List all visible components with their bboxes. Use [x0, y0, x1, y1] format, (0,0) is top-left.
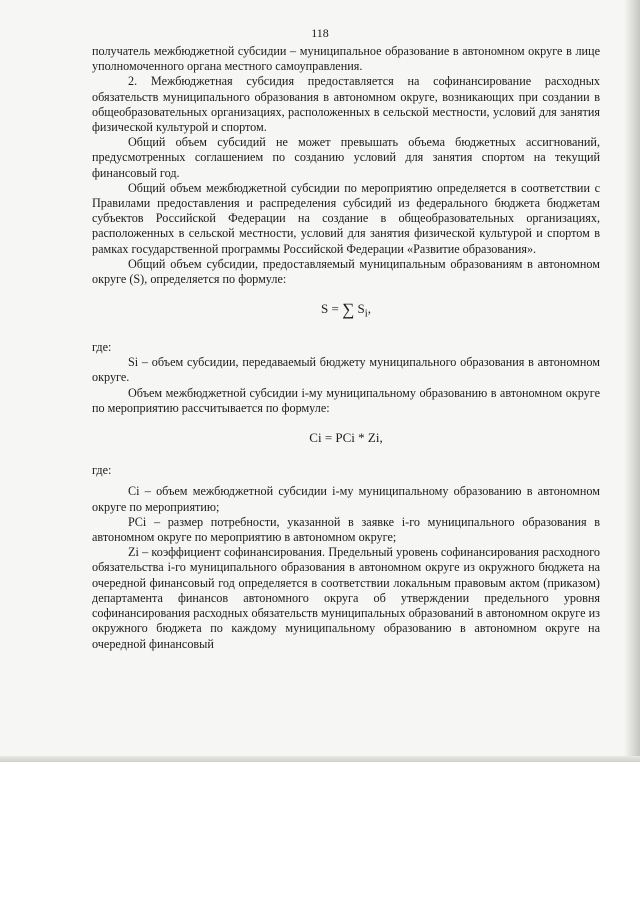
paragraph-formula-intro: Общий объем субсидии, предоставляемый муниципальным образованиям в автономном округе (S), определяется по формуле:	[92, 256, 600, 287]
where-label-1: где:	[92, 340, 112, 355]
definition-ci: Ci – объем межбюджетной субсидии i-му муниципальному образованию в автономном округе по мероприятию;	[92, 484, 600, 514]
paragraph-subsidy-purpose: 2. Межбюджетная субсидия предоставляется на софинансирование расходных обязательств муниципального образования в автономном округе, возникающих при создании в общеобразовательных организациях, расположенных в сельской местности, условий для занятия физической культурой и спортом.	[92, 74, 600, 135]
formula-tail: ,	[367, 301, 371, 317]
formula-total-subsidy	[92, 301, 600, 322]
scan-edge-shadow	[624, 0, 640, 762]
formula-rhs: S	[354, 301, 365, 317]
definition-zi: Zi – коэффициент софинансирования. Предельный уровень софинансирования расходного обязательства i-го муниципального образования в автономном округе из окружного бюджета на очередной финансовый год определяется в соответствии локальным правовым актом (приказом) департамента финансов автономного округа об утверждении предельного уровня софинансирования расходных обязательств муниципальных образований в автономном округе из окружного бюджета по каждому муниципальному образованию в автономном округе на очередной финансовый	[92, 545, 600, 651]
document-body	[92, 44, 600, 652]
formula-ci: Ci = PCi * Zi,	[309, 430, 383, 446]
paragraph-subsidy-rules: Общий объем межбюджетной субсидии по мероприятию определяется в соответствии с Правилами предоставления и распределения субсидий из федерального бюджета бюджетам субъектов Российской Федерации на создание в общеобразовательных организациях, расположенных в сельской местности, условий для занятия физической культурой и спортом в рамках государственной программы Российской Федерации «Развитие образования».	[92, 180, 600, 256]
definition-pci: PCi – размер потребности, указанной в заявке i-го муниципального образования в автономном округе по мероприятию в автономном округе;	[92, 514, 600, 545]
scan-bottom-edge	[0, 756, 640, 762]
sigma-symbol: ∑	[342, 300, 355, 320]
definition-si: Si – объем субсидии, передаваемый бюджету муниципального образования в автономном округе.	[92, 355, 600, 385]
where-label-2: где:	[92, 463, 112, 478]
formula-subscript: i	[364, 307, 368, 320]
page-number: 118	[311, 26, 329, 40]
formula-lhs: S =	[321, 301, 343, 317]
paragraph-subsidy-limit: Общий объем субсидий не может превышать объема бюджетных ассигнований, предусмотренных соглашением по созданию условий для занятия спортом на текущий финансовый год.	[92, 135, 600, 180]
paragraph-ci-intro: Объем межбюджетной субсидии i-му муниципальному образованию в автономном округе по мероприятию рассчитывается по формуле:	[92, 385, 600, 415]
paragraph-recipient: получатель межбюджетной субсидии – муниципальное образование в автономном округе в лице уполномоченного органа местного самоуправления.	[92, 44, 600, 74]
